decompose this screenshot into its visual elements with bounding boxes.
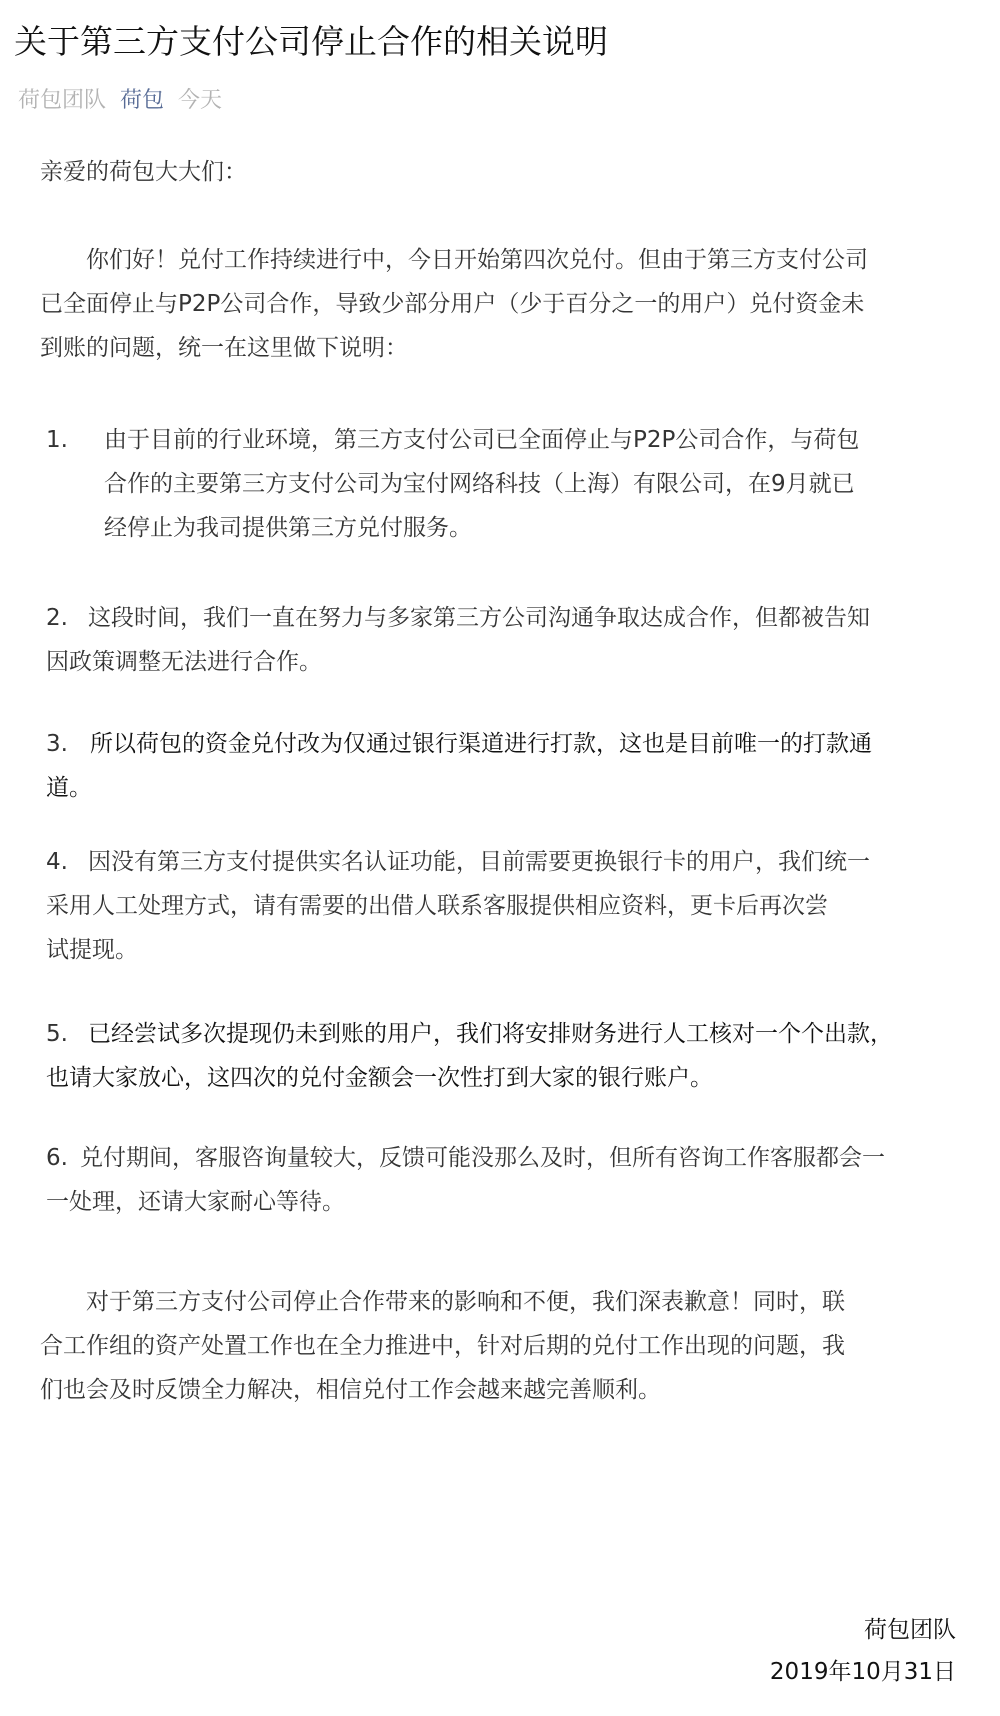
- list-item-line: 因政策调整无法进行合作。: [46, 649, 322, 675]
- greeting: 亲爱的荷包大大们：: [40, 159, 247, 185]
- list-item-line: 试提现。: [46, 937, 138, 963]
- article-meta: [18, 86, 236, 116]
- closing-line: 对于第三方支付公司停止合作带来的影响和不便，我们深表歉意！同时，联: [86, 1289, 845, 1315]
- list-item-line: 这段时间，我们一直在努力与多家第三方公司沟通争取达成合作，但都被告知: [88, 605, 870, 631]
- list-item-number: 3.: [46, 731, 68, 757]
- list-item-text: [46, 418, 859, 550]
- publish-date: 今天: [178, 88, 223, 113]
- account-link[interactable]: 荷包: [120, 88, 165, 113]
- list-item-text: [46, 596, 870, 684]
- list-item-line: 因没有第三方支付提供实名认证功能，目前需要更换银行卡的用户，我们统一: [88, 849, 870, 875]
- list-item-number: 5.: [46, 1021, 68, 1047]
- closing-paragraph: [40, 1280, 960, 1412]
- closing-line: 们也会及时反馈全力解决，相信兑付工作会越来越完善顺利。: [40, 1377, 661, 1403]
- signature-date: 2019年10月31日: [769, 1659, 956, 1685]
- intro-line: 已全面停止与P2P公司合作，导致少部分用户（少于百分之一的用户）兑付资金未: [40, 291, 865, 317]
- list-item-line: 一处理，还请大家耐心等待。: [46, 1189, 345, 1215]
- list-item-text: [46, 1012, 893, 1100]
- closing-line: 合工作组的资产处置工作也在全力推进中，针对后期的兑付工作出现的问题，我: [40, 1333, 845, 1359]
- intro-line: 到账的问题，统一在这里做下说明：: [40, 335, 408, 361]
- list-item-number: 6.: [46, 1145, 68, 1171]
- list-item-number: 2.: [46, 605, 68, 631]
- list-item-line: 也请大家放心，这四次的兑付金额会一次性打到大家的银行账户。: [46, 1065, 713, 1091]
- list-item-text: [46, 840, 870, 972]
- intro-paragraph: [40, 238, 960, 370]
- list-item-number: 1.: [46, 427, 68, 453]
- list-item-line: 道。: [46, 775, 92, 801]
- signature: 荷包团队: [864, 1617, 956, 1643]
- list-item-line: 采用人工处理方式，请有需要的出借人联系客服提供相应资料，更卡后再次尝: [46, 893, 828, 919]
- list-item-line: 所以荷包的资金兑付改为仅通过银行渠道进行打款，这也是目前唯一的打款通: [90, 731, 872, 757]
- article-title: 关于第三方支付公司停止合作的相关说明: [14, 22, 608, 61]
- list-item-number: 4.: [46, 849, 68, 875]
- intro-line: 你们好！兑付工作持续进行中，今日开始第四次兑付。但由于第三方支付公司: [86, 247, 868, 273]
- list-item-text: [46, 722, 872, 810]
- list-item-line: 由于目前的行业环境，第三方支付公司已全面停止与P2P公司合作，与荷包: [104, 427, 860, 453]
- list-item-line: 经停止为我司提供第三方兑付服务。: [104, 515, 472, 541]
- author-name: 荷包团队: [18, 88, 107, 113]
- list-item-text: [46, 1136, 885, 1224]
- list-item-line: 已经尝试多次提现仍未到账的用户，我们将安排财务进行人工核对一个个出款，: [88, 1021, 893, 1047]
- list-item-line: 兑付期间，客服咨询量较大，反馈可能没那么及时，但所有咨询工作客服都会一: [80, 1145, 885, 1171]
- list-item-line: 合作的主要第三方支付公司为宝付网络科技（上海）有限公司，在9月就已: [104, 471, 855, 497]
